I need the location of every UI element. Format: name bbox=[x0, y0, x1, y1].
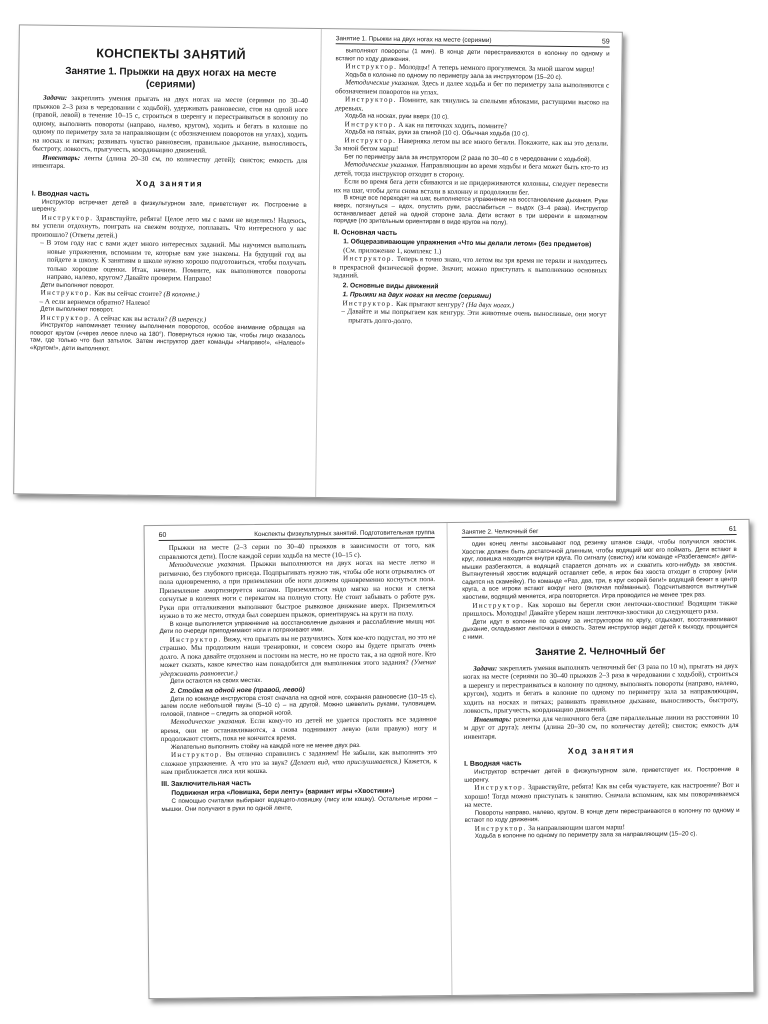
instructor-speech: Как вы сейчас стоите? bbox=[92, 289, 164, 299]
paragraph: Дети выполняют поворот. bbox=[40, 305, 114, 314]
lesson-1-title-sub: (сериями) bbox=[145, 78, 196, 90]
intro-part-heading: I. Вводная часть bbox=[464, 760, 522, 769]
paragraph: В конце выполняется упражнение на восстановление дыхания и расслабление мышц ног. Дети по очереди приподнимают ноги и потряхивают ими. bbox=[159, 617, 436, 636]
subsection-heading: 2. Стойка на одной ноге (правой, левой) bbox=[170, 686, 305, 695]
subsection-heading: 1. Общеразвивающие упражнения «Что мы делали летом» (без предметов) bbox=[343, 237, 592, 248]
instructor-speech: Здравствуйте, ребята! Целое лето мы с вами не виделись! Надеюсь, вы успели отдохнуть, поиграть на свежем воздухе, поплавать. Что интересного у вас произошло? (Ответы детей.) bbox=[31, 213, 307, 240]
instructor-speech: А как на пяточках ходить, помните? bbox=[396, 120, 508, 131]
method-note-text: Прыжки выполняются на двух ногах на месте легко и ритмично, без глубокого приседа. Подпрыгивать нужно так, чтобы обе ноги отрывались от пола одновременно, а при приземлении обе ноги должны одновременно коснуться пола. Приземление амортизируется ногами. Приземляться надо мягко на носки и слегка согнутые в коленях ноги с перекатом на полную стопу. Не стоит забывать о работе рук. Руки при отталкивании выполняют быстрое рывковое движение вверх. Приземляться нужно в то же место, откуда был совершен прыжок, ориентируясь на круги на полу. bbox=[158, 558, 436, 621]
lesson-progress-heading: Ход занятия bbox=[567, 745, 636, 756]
instructor-speech: Как хорошо вы берегли свои ленточки-хвостики! Водящим также пришлось. Молодцы! Давайте уберем наши ленточки-хвостики до следующего раза. bbox=[462, 598, 738, 618]
instructor-label: Инструктор. bbox=[342, 298, 395, 308]
paragraph: Инструктор напоминает технику выполнения поворотов, особое внимание обращая на поворот кругом («через левое плечо на 180°). Повернуться нужно так, чтобы лицо оказалось там, где только что был затылок. Затем инструктор дает команды «Направо!», «Налево!» «Кругом!», дети выполняют. bbox=[29, 321, 306, 353]
instructor-line bbox=[31, 213, 306, 242]
intro-part-heading: I. Вводная часть bbox=[31, 189, 90, 198]
instructor-line bbox=[333, 254, 607, 283]
tasks-text: закреплять умения выполнять челночный бег (3 раза по 10 м), прыгать на двух ногах на месте (сериями по 30–40 прыжков 2–3 раза в чередовании с ходьбой), строиться в шеренгу и перестраиваться в колонну по одному, выполнять повороты (направо, налево, кругом), ходить и бегать в колонне по одному по периметру зала за направляющим, ходить на носках и пятках; развивать правильное дыхание, выносливость, быстроту, ловкость, прыгучесть, координацию движений. bbox=[463, 661, 739, 716]
paragraph: один конец ленты засовывают под резинку штанов сзади, чтобы получился хвостик. Хвостик должен быть достаточной длинным, чтобы водящий мог его поймать. Дети встают в круг, ловишка находится внутри круга. По сигналу (свистку) или команде «Разбегаемся!» дети-мышки разбегаются, а водящий старается догнать их и схватить кого-нибудь за хвостик. Вытянутенный хвостик водящий оставляет себе, а игрок без хвоста отходит в сторону (или садится на скамейку). По команде «Раз, два, три, в круг скорей беги!» водящий бежит в центр круга, а все игроки встают вокруг него (включая пойманных). Подсчитываются вытянутые хвостики, водящий меняется, игра повторяется. Игра проводится не менее трех раз. bbox=[461, 537, 738, 601]
paragraph: Дети выполняют поворот. bbox=[40, 281, 115, 290]
tasks-paragraph bbox=[463, 662, 739, 716]
paragraph: Ходьба на пятках, руки за спиной (10 с). Обычная ходьба (10 с). bbox=[344, 128, 530, 138]
instructor-line bbox=[161, 749, 437, 777]
paragraph: В конце все переходят на шаг, выполняется упражнение на восстановление дыхания. Руки вверх, потянуться – вдох, опустить руки, расслабиться – выдох (3–4 раза). Инструктор останавливает детей на одной стороне зала. Дети встают в три шеренги в шахматном порядке (по зрительным ориентирам в виде кругов на полу). bbox=[333, 194, 608, 227]
lesson-2-title-text: Занятие 2. Челночный бег bbox=[535, 645, 666, 659]
method-note-label: Методические указания. bbox=[344, 160, 419, 170]
page-number: 59 bbox=[601, 38, 610, 46]
instructor-speech: Молодцы! А теперь немного прогуляемся. За мной шагом марш! bbox=[397, 63, 595, 74]
instructor-speech: Вижу, что прыгать вы не разучились. Хотя кое-кто подустал, но это не страшно. Мы продолжим наши тренировки, и совсем скоро вы будете прыгать очень долго. А пока давайте отдохнем и постоим на месте, но не просто так, а на одной ноге. Кто может сказать, какое качество нам понадобится для выполнения этого задания? bbox=[159, 632, 436, 670]
instructor-label: Инструктор. bbox=[474, 783, 527, 793]
paragraph: Ходьба на носках, руки вверх (10 с). bbox=[344, 112, 449, 121]
instructor-label: Инструктор. bbox=[344, 120, 397, 129]
dialogue-line: – Давайте и мы попрыгаем как кенгуру. Эти животные очень выносливые, они могут прыгать долго-долго. bbox=[341, 307, 607, 325]
subsection-heading: 1. Прыжки на двух ногах на месте (сериями) bbox=[342, 290, 492, 300]
method-note-text: Здесь и далее ходьба и бег по периметру зала выполняются с обозначением поворотов на углах. bbox=[335, 79, 610, 97]
paragraph: выполняют повороты (1 мин). В конце дети перестраиваются в колонну по одному и встают по ходу движения. bbox=[335, 47, 610, 63]
subsection-heading: Подвижная игра «Ловишка, бери ленту» (вариант игры «Хвостики») bbox=[171, 787, 395, 797]
instructor-label: Инструктор. bbox=[343, 254, 395, 264]
instructor-speech: Помните, как тянулись за спелыми яблоками, растущими высоко на деревьях. bbox=[334, 96, 610, 113]
lesson-progress-heading: Ход занятия bbox=[135, 177, 204, 189]
dialogue-line: – А если вернемся обратно? Налево! bbox=[39, 297, 151, 307]
equipment-paragraph bbox=[464, 713, 739, 741]
instructor-action: (Делает вид, что прислушивается.) bbox=[290, 757, 402, 767]
page-60 bbox=[145, 523, 452, 998]
children-answer: (В колонне.) bbox=[163, 290, 200, 299]
instructor-label: Инструктор. bbox=[41, 213, 94, 222]
instructor-label: Инструктор. bbox=[344, 136, 397, 145]
running-header bbox=[159, 529, 435, 541]
children-answer: (В шеренгу.) bbox=[169, 314, 207, 324]
page-number: 61 bbox=[728, 525, 737, 534]
method-note-label: Методические указания. bbox=[170, 717, 247, 727]
running-head-title: Занятие 2. Челночный бег bbox=[461, 528, 539, 536]
equipment-label: Инвентарь: bbox=[473, 715, 512, 724]
paragraph: Инструктор встречает детей в физкультурном зале, приветствует их. Построение в шеренгу. bbox=[31, 198, 307, 213]
chapter-title: КОНСПЕКТЫ ЗАНЯТИЙ bbox=[96, 46, 246, 63]
running-header bbox=[462, 526, 737, 538]
instructor-speech: Здравствуйте, ребята! Как вы себя чувствуете, как настроение? Вот и хорошо! Тогда можно приступать к занятию. Сначала вспомним, как мы поворачиваемся на месте. bbox=[464, 781, 740, 810]
running-head-title: Конспекты физкультурных занятий. Подготовительная группа bbox=[254, 529, 435, 539]
dialogue-line: – В этом году нас с вами ждет много интересных заданий. Мы научимся выполнять новые упражнения, вспомним те, которые вам уже знакомы. На будущий год вы пойдете в школу. К занятиям в школе нужно хорошо подготовиться, чтобы получать только хорошие оценки. Итак, начнем. Помните, как выполняются повороты направо, налево, кругом? Давайте проверим. Направо! bbox=[40, 238, 307, 283]
main-part-heading: II. Основная часть bbox=[333, 228, 398, 237]
instructor-label: Инструктор. bbox=[344, 95, 397, 105]
page-61 bbox=[447, 520, 754, 995]
instructor-label: Инструктор. bbox=[472, 600, 525, 610]
children-answer: (Умение удерживать равновесие.) bbox=[160, 658, 437, 678]
instructor-speech: А сейчас как вы встали? bbox=[92, 313, 170, 323]
page-59 bbox=[315, 29, 622, 501]
equipment-text: ленты (длина 20–30 см, по количеству детей); свисток; емкость для инвентаря. bbox=[32, 153, 308, 170]
instructor-label: Инструктор. bbox=[345, 62, 398, 72]
method-note-text: Если кому-то из детей не удается простоять все заданное время, они не останавливаются, а снова поднимают левую (или правую) ногу и продолжают стоять, пока не кончится время. bbox=[160, 715, 437, 744]
method-note bbox=[161, 716, 437, 744]
lesson-1-title bbox=[33, 66, 308, 92]
method-note-label: Методические указания. bbox=[345, 78, 420, 88]
equipment-label: Инвентарь: bbox=[42, 153, 81, 162]
method-note-text: Направляющим во время ходьбы и бега может быть кто-то из детей, тогда инструктор отходит в сторону. bbox=[334, 161, 609, 179]
instructor-line bbox=[464, 781, 739, 809]
tasks-label: Задачи: bbox=[42, 93, 68, 102]
page-58 bbox=[14, 25, 321, 497]
instructor-label: Инструктор. bbox=[170, 750, 223, 760]
tasks-paragraph bbox=[32, 94, 308, 157]
equipment-paragraph bbox=[32, 153, 307, 173]
tasks-text: закреплять умения прыгать на двух ногах на месте (сериями по 30–40 прыжков 2–3 раза в чередовании с ходьбой), удерживать равновесие, стоя на одной ноге (правой, левой) в течение 10–15 с, строиться в шеренгу и перестраиваться в колонну по одному, выполнять повороты (направо, налево, кругом), ходить и бегать в колонне по одному по периметру зала за направляющим (с обозначением поворотов на углах), ходить на носках и пятках; развивать чувство равновесия, правильное дыхание, выносливость, быстроту, ловкость, прыгучесть, координацию движений. bbox=[32, 93, 309, 155]
paragraph: Прыжки на месте (2–3 серии по 30–40 прыжков в зависимости от того, как справляются дети). После каждой серии ходьба на месте (10–15 с). bbox=[158, 541, 435, 561]
instructor-label: Инструктор. bbox=[474, 824, 527, 833]
tasks-label: Задачи: bbox=[473, 664, 498, 673]
paragraph: Ходьба в колонне по одному по периметру зала за направляющим (15–20 с). bbox=[474, 830, 698, 841]
book-spread-pages-58-59 bbox=[13, 24, 623, 501]
instructor-speech: За направляющим шагом марш! bbox=[526, 823, 625, 833]
instructor-line bbox=[160, 633, 436, 678]
paragraph: Дети идут в колонне по одному за инструктором по кругу, отдыхают, восстанавливают дыхание, складывают ленточки в емкость. Затем инструктор ведет детей к выходу, прощается с ними. bbox=[462, 615, 738, 641]
instructor-label: Инструктор. bbox=[40, 313, 93, 322]
paragraph: Желательно выполнить стойку на каждой ноге не менее двух раз. bbox=[170, 741, 361, 751]
running-header bbox=[336, 35, 610, 47]
paragraph: Дети по команде инструктора стоят сначала на одной ноге, сохраняя равновесие (10–15 с), затем после небольшой паузы (5–10 с) – на другой. Можно шевелить руками, туловищем, головой, главное – следить за опорной ногой. bbox=[160, 692, 437, 718]
final-part-heading: III. Заключительная часть bbox=[161, 780, 252, 788]
method-note-label: Методические указания. bbox=[168, 560, 246, 569]
instructor-speech: Как прыгают кенгуру? bbox=[394, 299, 466, 309]
paragraph: Дети остаются на своих местах. bbox=[170, 677, 263, 686]
paragraph: Инструктор встречает детей в физкультурном зале, приветствует их. Построение в шеренгу. bbox=[464, 766, 740, 784]
paragraph: Повороты направо, налево, кругом. В конце дети перестраиваются в колонну по одному и встают по ходу движения. bbox=[464, 806, 740, 825]
lesson-1-title-main: Занятие 1. Прыжки на двух ногах на месте bbox=[65, 65, 277, 80]
instructor-speech: Теперь я точно знаю, что летом вы зря время не теряли и находитесь в прекрасной физической форме. Значит, можно приступать к выполнению основных заданий. bbox=[332, 255, 608, 280]
instructor-line bbox=[462, 598, 737, 618]
method-note bbox=[159, 558, 436, 620]
instructor-speech: Кажется, к нам приближается лиса или кошка. bbox=[161, 757, 438, 777]
subsection-heading: 2. Основные виды движений bbox=[342, 281, 439, 291]
paragraph: Ходьба в колонне по одному по периметру зала за инструктором (15–20 с). bbox=[345, 70, 563, 81]
paragraph: Бег по периметру зала за инструктором (2 раза по 30–40 с в чередовании с ходьбой). bbox=[344, 153, 592, 164]
paragraph: Если во время бега дети сбиваются и не придерживаются колонны, следует перевести их на шаг, чтобы дети снова встали в колонну и продолжили бег. bbox=[333, 177, 609, 197]
instructor-speech: Вы отлично справились с заданием! Не забыли, как выполнять это сложное упражнение. А что это за звук? bbox=[160, 748, 437, 768]
instructor-label: Инструктор. bbox=[40, 288, 93, 298]
page-number: 60 bbox=[158, 531, 167, 540]
equipment-text: разметка для челночного бега (две параллельные линии на расстоянии 10 м друг от друга); ленты (длина 20–30 см, по количеству детей); свисток; емкость для инвентаря. bbox=[463, 712, 739, 741]
running-head-title: Занятие 1. Прыжки на двух ногах на месте (сериями) bbox=[335, 35, 492, 45]
lesson-2-title bbox=[463, 645, 738, 659]
children-answer: (На двух ногах.) bbox=[465, 300, 515, 310]
book-spread-pages-60-61 bbox=[144, 519, 755, 999]
instructor-label: Инструктор. bbox=[169, 635, 222, 644]
paragraph: С помощью считалки выбирают водящего-ловишку (лису или кошку). Остальные игроки – мышки. Они получают в руки по одной ленте, bbox=[161, 795, 438, 813]
instructor-speech: Наверняка летом вы все много бегали. Покажите, как вы это делали. За мной бегом марш! bbox=[334, 136, 609, 154]
paragraph: (См. приложение 1, комплекс 1.) bbox=[343, 245, 442, 256]
